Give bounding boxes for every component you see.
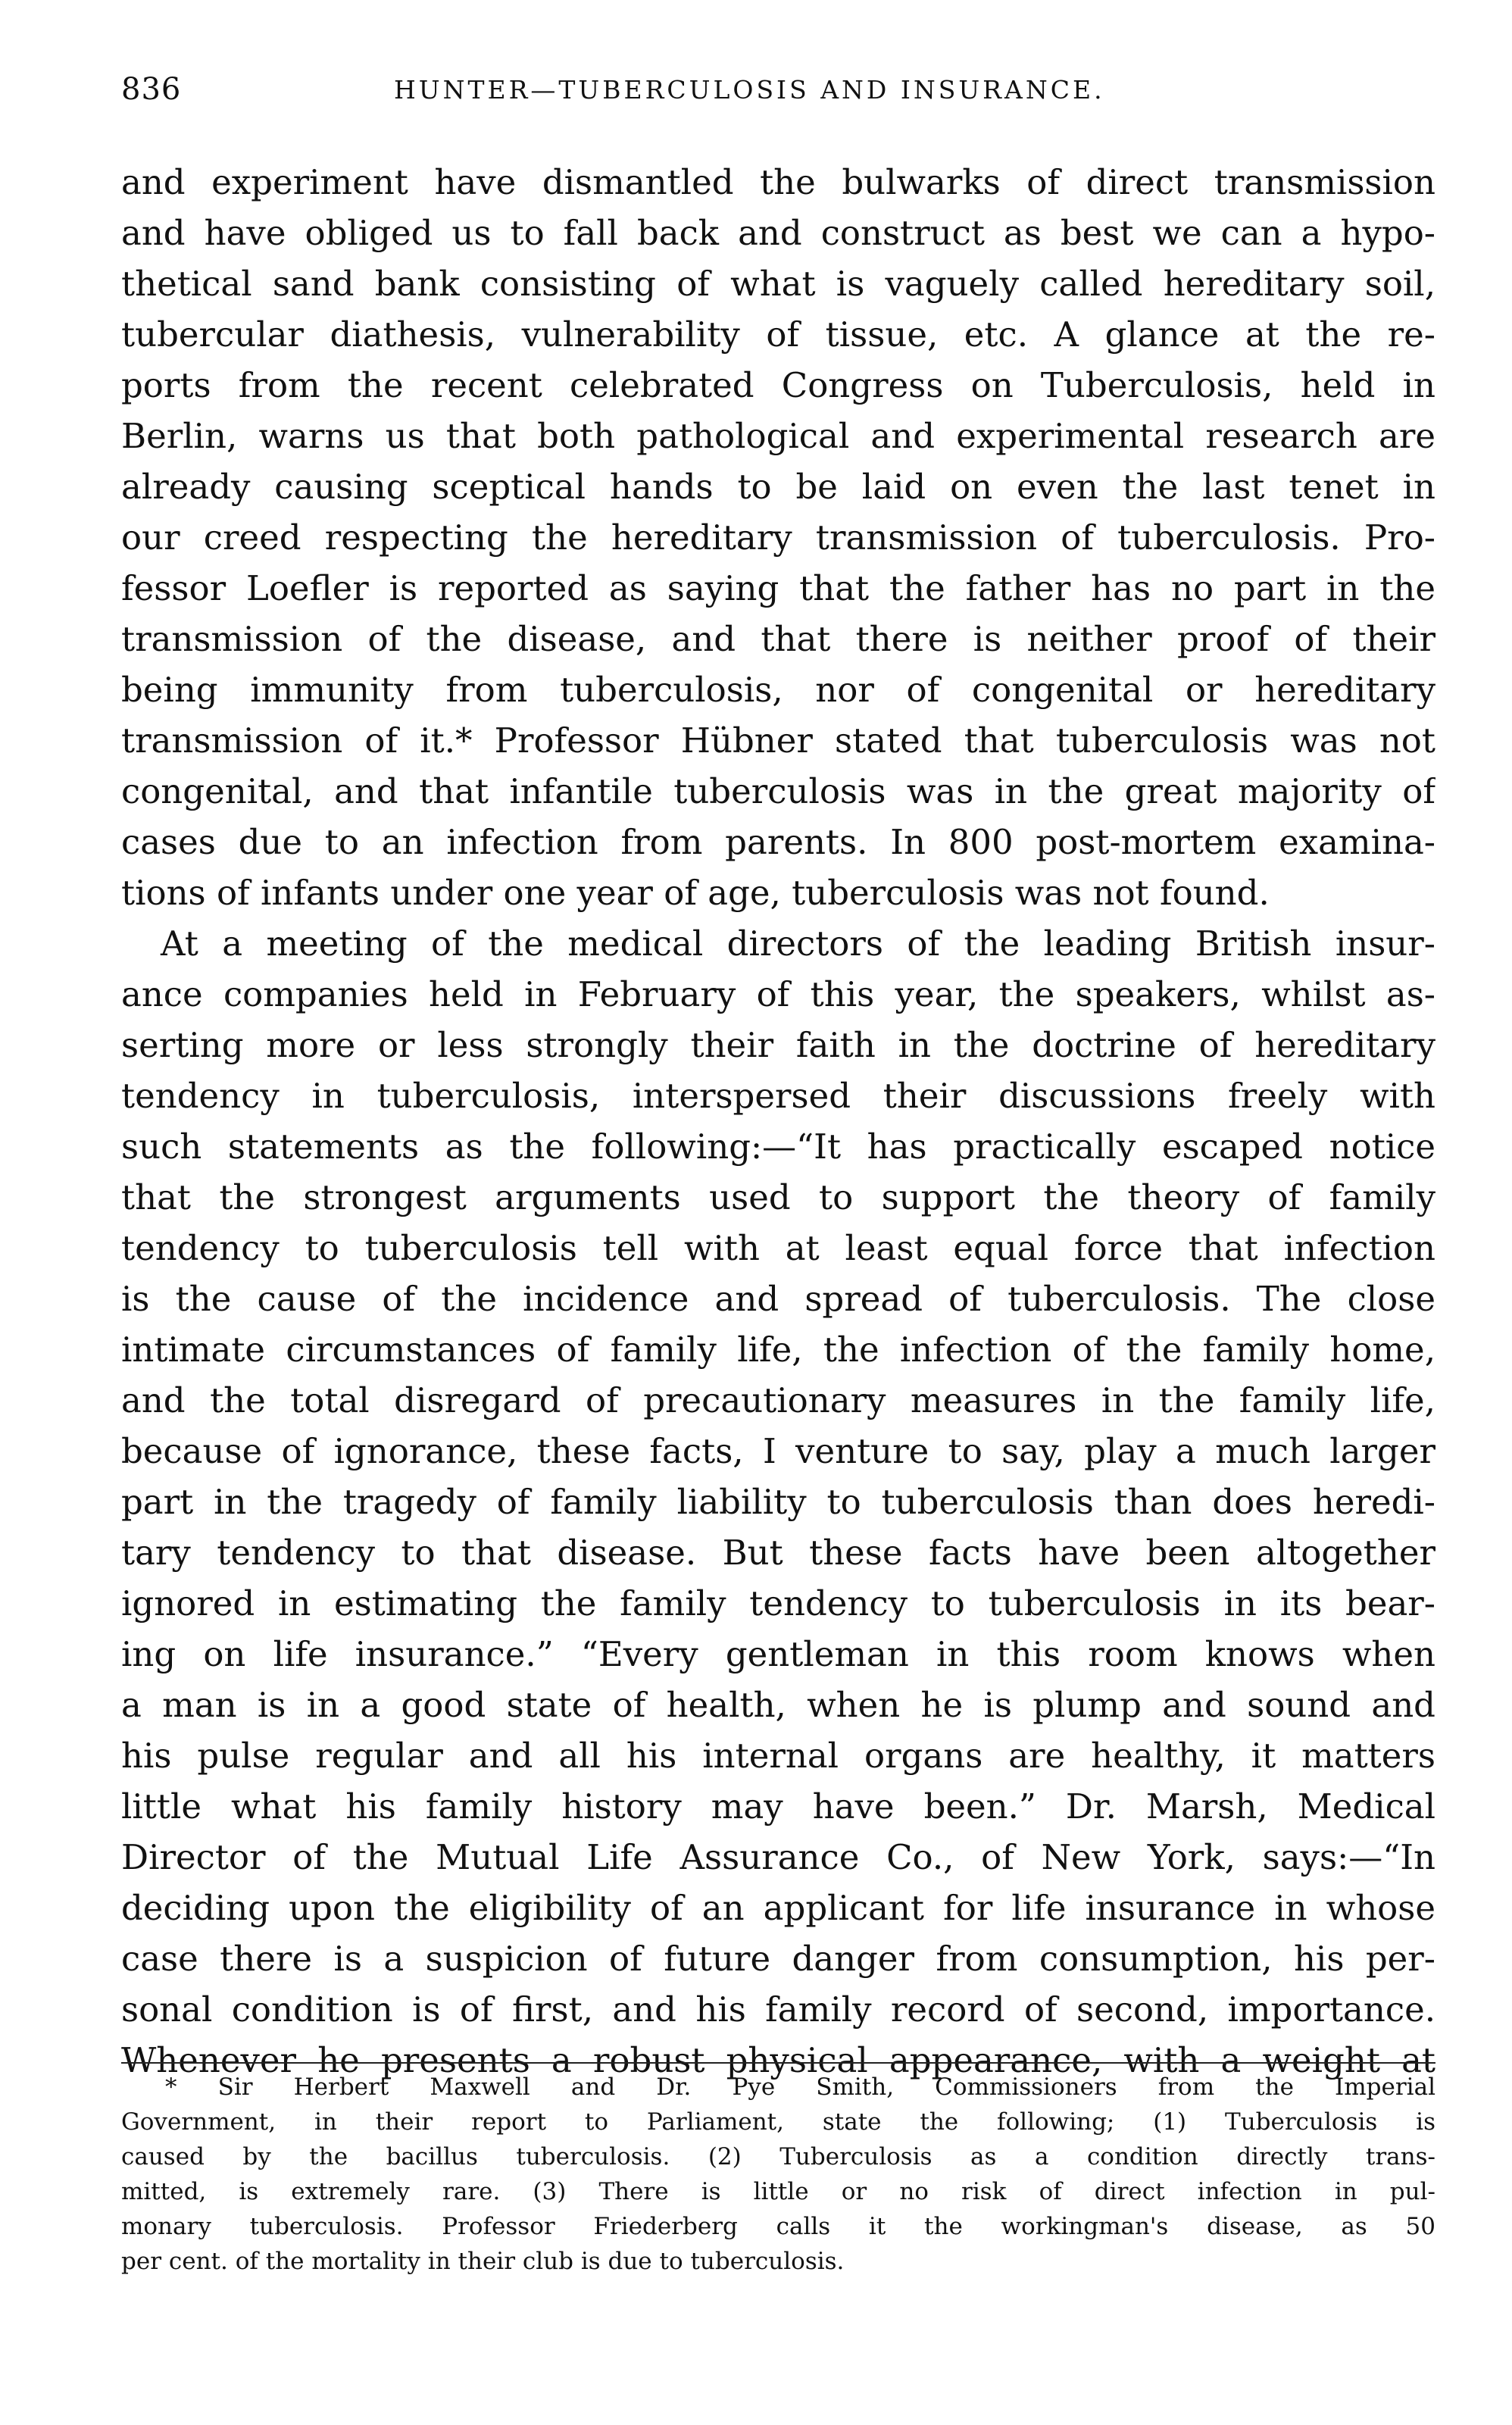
text-line: that the strongest arguments used to support the theory of family — [121, 1177, 1435, 1217]
text-line: is the cause of the incidence and spread of tuberculosis. The close — [121, 1279, 1435, 1319]
text-line: and experiment have dismantled the bulwarks of direct transmission — [121, 162, 1435, 202]
text-line: tary tendency to that disease. But these facts have been altogether — [121, 1533, 1435, 1573]
text-line: already causing sceptical hands to be laid on even the last tenet in — [121, 467, 1435, 507]
text-line: Berlin, warns us that both pathological and experimental research are — [121, 416, 1435, 456]
footnote-line: mitted, is extremely rare. (3) There is little or no risk of direct infection in pul- — [121, 2178, 1435, 2205]
text-line: cases due to an infection from parents. In 800 post-mortem examina- — [121, 822, 1435, 862]
text-line: a man is in a good state of health, when he is plump and sound and — [121, 1685, 1435, 1725]
text-line: case there is a suspicion of future danger from consumption, his per- — [121, 1939, 1435, 1979]
footnote-line: * Sir Herbert Maxwell and Dr. Pye Smith, Commissioners from the Imperial — [165, 2073, 1435, 2101]
text-line: because of ignorance, these facts, I venture to say, play a much larger — [121, 1431, 1435, 1471]
body-text — [121, 157, 1435, 2086]
footnote-line: Government, in their report to Parliament, state the following; (1) Tuberculosis is — [121, 2108, 1435, 2136]
text-line: ing on life insurance.” “Every gentleman in this room knows when — [121, 1634, 1435, 1674]
text-line: congenital, and that infantile tuberculosis was in the great majority of — [121, 771, 1435, 811]
text-line: being immunity from tuberculosis, nor of congenital or hereditary — [121, 670, 1435, 710]
text-line: such statements as the following:—“It has practically escaped notice — [121, 1127, 1435, 1167]
text-line: serting more or less strongly their faith in the doctrine of hereditary — [121, 1025, 1435, 1065]
running-title: HUNTER—TUBERCULOSIS AND INSURANCE. — [394, 75, 1105, 105]
text-line: tions of infants under one year of age, tuberculosis was not found. — [121, 873, 1270, 913]
footnote-line: per cent. of the mortality in their club is due to tuberculosis. — [121, 2248, 845, 2275]
text-line: transmission of the disease, and that there is neither proof of their — [121, 619, 1435, 659]
running-head — [121, 72, 1435, 117]
text-line: tendency to tuberculosis tell with at least equal force that infection — [121, 1228, 1435, 1268]
text-line: sonal condition is of first, and his family record of second, importance. — [121, 1989, 1435, 2030]
page-number: 836 — [121, 72, 182, 107]
text-line: thetical sand bank consisting of what is vaguely called hereditary soil, — [121, 264, 1435, 304]
text-line: Whenever he presents a robust physical appearance, with a weight at — [121, 2040, 1435, 2080]
text-line: ignored in estimating the family tendency to tuberculosis in its bear- — [121, 1583, 1435, 1623]
text-line: tubercular diathesis, vulnerability of tissue, etc. A glance at the re- — [121, 314, 1435, 355]
text-line: Director of the Mutual Life Assurance Co., of New York, says:—“In — [121, 1837, 1435, 1877]
text-line: ance companies held in February of this year, the speakers, whilst as- — [121, 974, 1435, 1014]
text-line: and have obliged us to fall back and construct as best we can a hypo- — [121, 213, 1435, 253]
text-line: tendency in tuberculosis, interspersed their discussions freely with — [121, 1076, 1435, 1116]
text-line: ports from the recent celebrated Congress on Tuberculosis, held in — [121, 365, 1435, 405]
text-line: deciding upon the eligibility of an applicant for life insurance in whose — [121, 1888, 1435, 1928]
text-line: our creed respecting the hereditary transmission of tuberculosis. Pro- — [121, 517, 1435, 558]
footnote — [121, 2070, 1435, 2279]
text-line: transmission of it.* Professor Hübner stated that tuberculosis was not — [121, 720, 1435, 761]
text-line: part in the tragedy of family liability to tuberculosis than does heredi- — [121, 1482, 1435, 1522]
footnote-line: caused by the bacillus tuberculosis. (2) Tuberculosis as a condition directly trans- — [121, 2143, 1435, 2170]
text-line: intimate circumstances of family life, the infection of the family home, — [121, 1330, 1435, 1370]
text-line: his pulse regular and all his internal organs are healthy, it matters — [121, 1736, 1435, 1776]
text-line: and the total disregard of precautionary measures in the family life, — [121, 1380, 1435, 1420]
text-line: fessor Loefler is reported as saying that the father has no part in the — [121, 568, 1435, 608]
text-line: little what his family history may have been.” Dr. Marsh, Medical — [121, 1786, 1435, 1827]
text-line: At a meeting of the medical directors of the leading British insur- — [161, 923, 1435, 964]
footnote-divider — [121, 2062, 1435, 2064]
footnote-line: monary tuberculosis. Professor Friederberg calls it the workingman's disease, as 50 — [121, 2213, 1435, 2240]
